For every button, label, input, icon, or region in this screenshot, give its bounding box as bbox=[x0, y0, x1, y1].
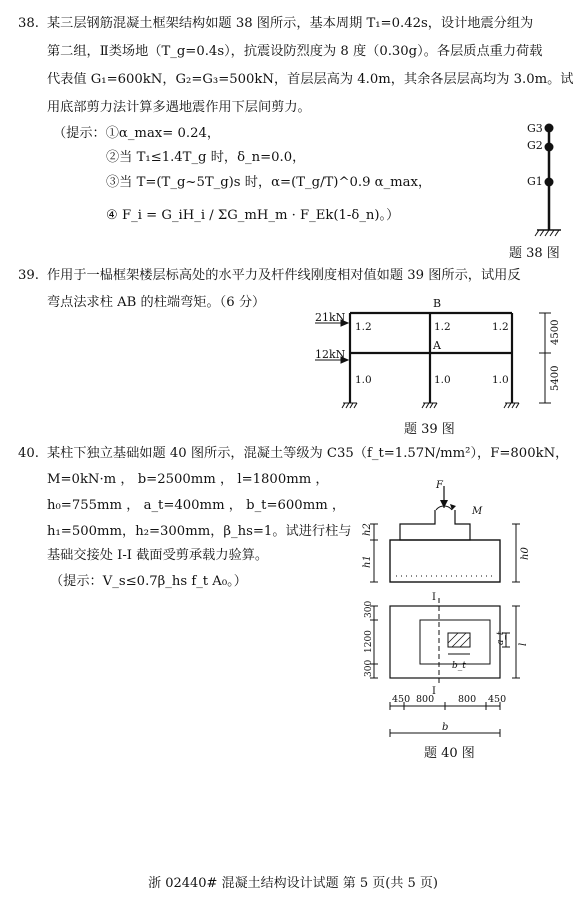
stiffness-top-1: 1.2 bbox=[355, 321, 372, 333]
dim-5400: 5400 bbox=[550, 365, 561, 391]
stiffness-top-3: 1.2 bbox=[492, 321, 509, 333]
label-m: M bbox=[472, 506, 483, 517]
stiffness-bottom-1: 1.0 bbox=[355, 374, 372, 386]
dim-800-left: 800 bbox=[416, 694, 435, 705]
q38-line-3: 代表值 G₁=600kN，G₂=G₃=500kN，首层层高为 4.0m，其余各层层高均为 3.0m。试 bbox=[47, 72, 574, 87]
label-b: b bbox=[442, 722, 449, 733]
dim-450-right: 450 bbox=[488, 694, 507, 705]
label-h0: h0 bbox=[520, 547, 531, 560]
q39-number: 39. bbox=[18, 268, 39, 283]
label-g3: G3 bbox=[527, 122, 543, 135]
section-label-bottom: I bbox=[432, 686, 436, 697]
figure-39 bbox=[305, 295, 565, 415]
q40-line-1: 某柱下独立基础如题 40 图所示，混凝土等级为 C35（f_t=1.57N/mm²），F=800kN， bbox=[47, 446, 569, 461]
q40-param-3: h₁=500mm，h₂=300mm，β_hs=1。试进行柱与 bbox=[47, 524, 352, 539]
label-l: l bbox=[518, 642, 529, 646]
dim-300-top: 300 bbox=[364, 600, 374, 618]
dim-800-right: 800 bbox=[458, 694, 477, 705]
dim-4500: 4500 bbox=[550, 319, 561, 345]
q40-hint: （提示：V_s≤0.7β_hs f_t A₀。） bbox=[50, 574, 247, 589]
mass-g2 bbox=[545, 143, 554, 152]
dim-450-left: 450 bbox=[392, 694, 411, 705]
q38-hint-2: ②当 T₁≤1.4T_g 时，δ_n=0.0， bbox=[106, 150, 306, 165]
label-g2: G2 bbox=[527, 139, 543, 152]
label-h2: h2 bbox=[362, 523, 373, 536]
stiffness-bottom-3: 1.0 bbox=[492, 374, 509, 386]
label-h1: h1 bbox=[362, 555, 373, 568]
label-g1: G1 bbox=[527, 175, 543, 188]
q38-hint-1: （提示：①α_max= 0.24， bbox=[53, 126, 221, 141]
page-footer: 浙 02440# 混凝土结构设计试题 第 5 页(共 5 页) bbox=[148, 876, 438, 891]
q40-param-1: M=0kN·m ， b=2500mm ， l=1800mm ， bbox=[47, 472, 329, 487]
force-12kn: 12kN bbox=[315, 348, 346, 361]
q38-number: 38. bbox=[18, 16, 39, 31]
q40-param-2: h₀=755mm ， a_t=400mm ， b_t=600mm ， bbox=[47, 498, 346, 513]
q38-hint-4: ④ F_i = G_iH_i / ΣG_mH_m · F_Ek(1-δ_n)。） bbox=[106, 208, 400, 223]
figure-39-caption: 题 39 图 bbox=[404, 422, 455, 437]
force-21kn: 21kN bbox=[315, 311, 346, 324]
node-a: A bbox=[433, 339, 441, 352]
plan-inner bbox=[420, 620, 490, 664]
figure-40-caption: 题 40 图 bbox=[424, 746, 475, 761]
stiffness-bottom-2: 1.0 bbox=[434, 374, 451, 386]
q39-line-1: 作用于一榀框架楼层标高处的水平力及杆件线刚度相对值如题 39 图所示，试用反 bbox=[47, 268, 521, 283]
q38-line-1: 某三层钢筋混凝土框架结构如题 38 图所示，基本周期 T₁=0.42s，设计地震分组为 bbox=[47, 16, 534, 31]
stiffness-top-2: 1.2 bbox=[434, 321, 451, 333]
q38-hint-3: ③当 T=(T_g~5T_g)s 时，α=(T_g/T)^0.9 α_max， bbox=[106, 175, 432, 190]
mass-g3 bbox=[545, 124, 554, 133]
plan-outline bbox=[390, 606, 500, 678]
figure-38-caption: 题 38 图 bbox=[509, 246, 560, 261]
section-label-top: I bbox=[432, 592, 436, 603]
label-f: F bbox=[436, 480, 443, 491]
q40-param-4: 基础交接处 I-I 截面受剪承载力验算。 bbox=[47, 548, 269, 563]
node-b: B bbox=[433, 297, 442, 310]
mass-g1 bbox=[545, 178, 554, 187]
label-at: a_t bbox=[496, 631, 506, 645]
figure-40 bbox=[340, 478, 565, 743]
dim-1200: 1200 bbox=[364, 630, 374, 653]
label-bt: b_t bbox=[452, 661, 466, 671]
q38-line-4: 用底部剪力法计算多遇地震作用下层间剪力。 bbox=[47, 100, 311, 115]
q38-line-2: 第二组，Ⅱ类场地（T_g=0.4s），抗震设防烈度为 8 度（0.30g）。各层质点重力荷载 bbox=[47, 44, 543, 59]
dim-300-bottom: 300 bbox=[364, 659, 374, 677]
q40-number: 40. bbox=[18, 446, 39, 461]
q39-line-2: 弯点法求柱 AB 的柱端弯矩。（6 分） bbox=[47, 295, 266, 310]
